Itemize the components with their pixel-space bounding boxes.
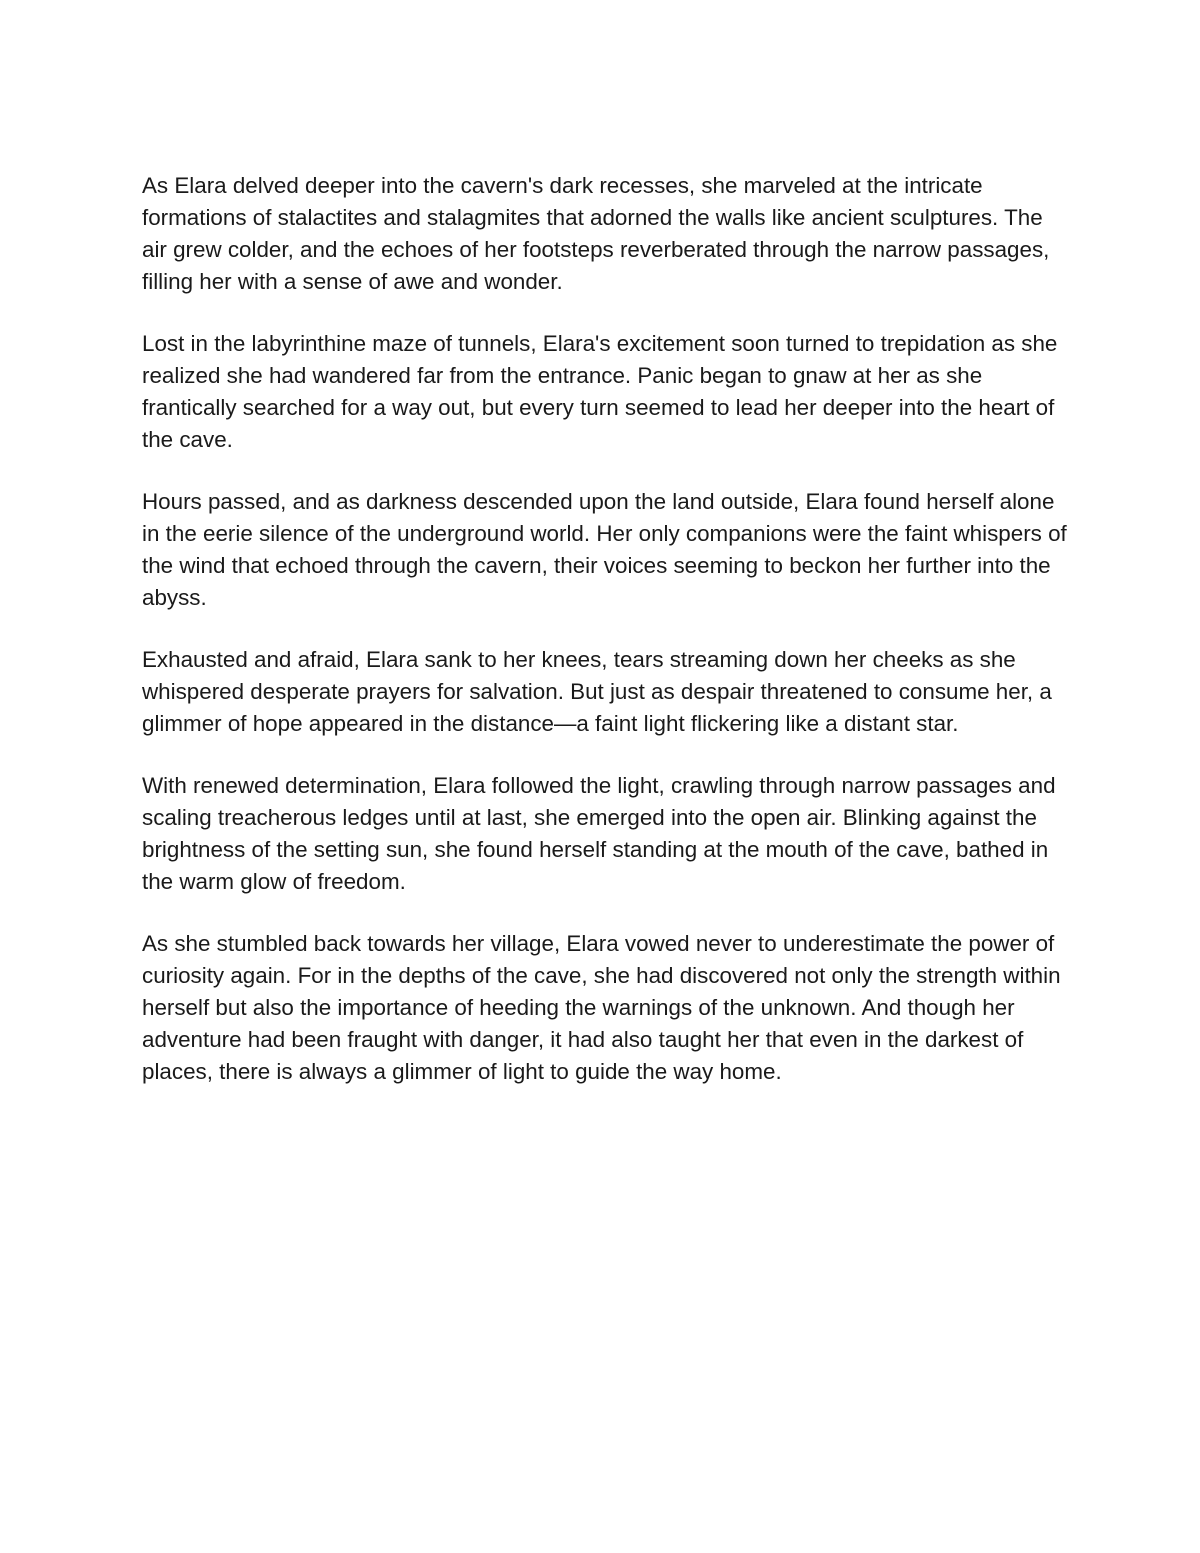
paragraph-5: With renewed determination, Elara followed the light, crawling through narrow passages and scaling treacherous ledges until at last, she emerged into the open air. Blinking against the brightness of the setting sun, she found herself standing at the mouth of the cave, bathed in the warm glow of freedom. — [142, 773, 1056, 894]
paragraph-6: As she stumbled back towards her village, Elara vowed never to underestimate the power of curiosity again. For in the depths of the cave, she had discovered not only the strength within herself but also the importance of heeding the warnings of the unknown. And though her adventure had been fraught with danger, it had also taught her that even in the darkest of places, there is always a glimmer of light to guide the way home. — [142, 931, 1061, 1084]
paragraph-3: Hours passed, and as darkness descended upon the land outside, Elara found herself alone in the eerie silence of the underground world. Her only companions were the faint whispers of the wind that echoed through the cavern, their voices seeming to beckon her further into the abyss. — [142, 489, 1067, 610]
paragraph-1: As Elara delved deeper into the cavern's dark recesses, she marveled at the intricate formations of stalactites and stalagmites that adorned the walls like ancient sculptures. The air grew colder, and the echoes of her footsteps reverberated through the narrow passages, filling her with a sense of awe and wonder. — [142, 173, 1050, 294]
paragraph-4: Exhausted and afraid, Elara sank to her knees, tears streaming down her cheeks as she whispered desperate prayers for salvation. But just as despair threatened to consume her, a glimmer of hope appeared in the distance—a faint light flickering like a distant star. — [142, 647, 1052, 736]
paragraph-2: Lost in the labyrinthine maze of tunnels, Elara's excitement soon turned to trepidation as she realized she had wandered far from the entrance. Panic began to gnaw at her as she frantically searched for a way out, but every turn seemed to lead her deeper into the heart of the cave. — [142, 331, 1058, 452]
document-body — [142, 170, 1072, 1118]
